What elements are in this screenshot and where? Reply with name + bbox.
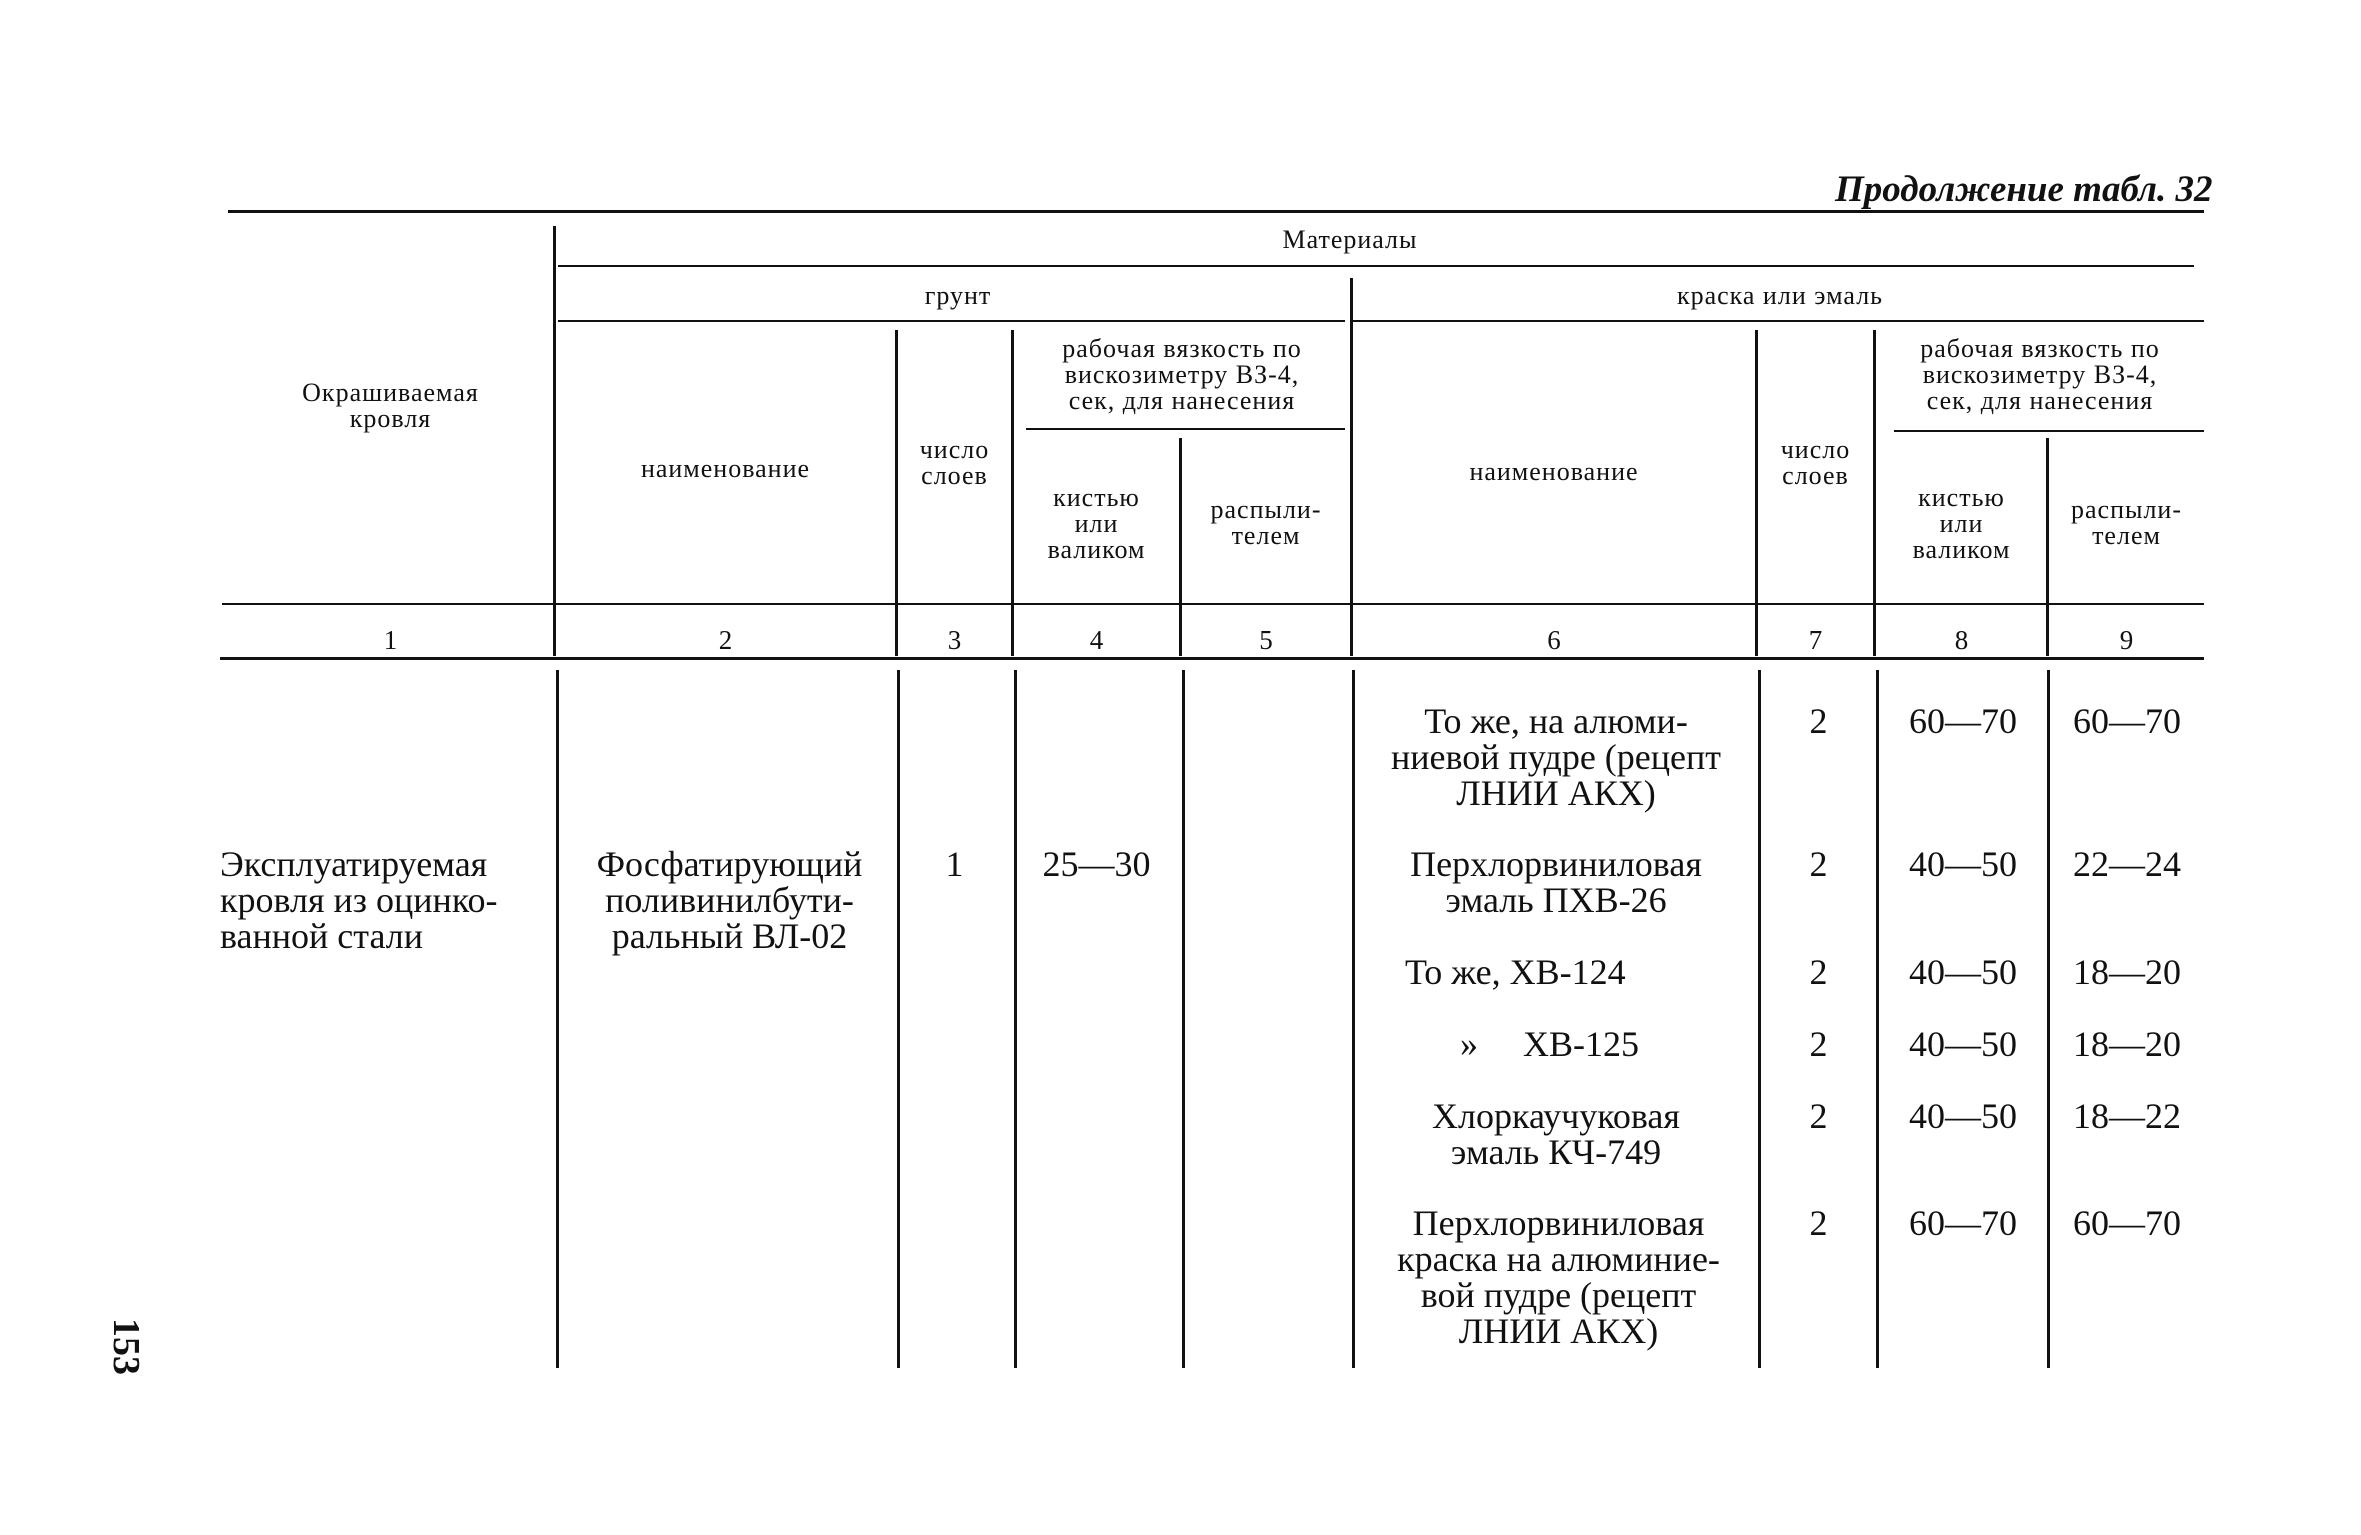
paint-spray-4: 18—20: [2073, 1024, 2181, 1064]
rule-under-viscosity-paint: [1894, 430, 2204, 432]
body-vline-6: [1758, 670, 1761, 1368]
paint-brush-6: 60—70: [1909, 1203, 2017, 1243]
header-primer-viscosity: рабочая вязкость по вискозиметру ВЗ-4, сек, для нанесения: [1062, 334, 1302, 415]
rule-under-materials: [558, 265, 2194, 267]
paint-spray-1: 60—70: [2073, 701, 2181, 741]
col-number-1: 1: [383, 625, 398, 655]
header-paint-brush: кистью или валиком: [1912, 483, 2011, 564]
body-vline-8: [2047, 670, 2050, 1368]
paint-name-5: Хлоркаучуковая эмаль КЧ-749: [1432, 1096, 1680, 1172]
rule-above-numbers: [222, 603, 2204, 605]
primer-brush: 25—30: [1042, 844, 1151, 884]
header-primer-spray: распыли- телем: [1210, 495, 1322, 550]
roof-type: Эксплуатируемая кровля из оцинко- ванной стали: [220, 844, 498, 956]
paint-layers-4: 2: [1809, 1024, 1828, 1064]
paint-brush-3: 40—50: [1909, 952, 2017, 992]
rule-under-paint: [1350, 320, 2204, 322]
paint-layers-3: 2: [1809, 952, 1828, 992]
table-caption: Продолжение табл. 32: [1835, 169, 2213, 210]
paint-name-2: Перхлорвиниловая эмаль ПХВ-26: [1410, 844, 1702, 920]
vline-1: [553, 226, 556, 656]
body-vline-4: [1182, 670, 1185, 1368]
header-materials: Материалы: [1282, 225, 1418, 254]
header-paint-name: наименование: [1469, 457, 1639, 486]
col-number-6: 6: [1547, 625, 1561, 655]
rule-under-viscosity-primer: [1026, 428, 1345, 430]
page-number: 153: [105, 1318, 147, 1375]
paint-spray-3: 18—20: [2073, 952, 2181, 992]
body-vline-2: [897, 670, 900, 1368]
primer-name: Фосфатирующий поливинилбути- ральный ВЛ-02: [596, 844, 863, 956]
body-vline-3: [1014, 670, 1017, 1368]
header-primer-layers: число слоев: [919, 435, 990, 490]
paint-name-4: » ХВ-125: [1460, 1024, 1639, 1064]
paint-brush-5: 40—50: [1909, 1096, 2017, 1136]
vline-2: [895, 330, 898, 656]
header-paint-viscosity: рабочая вязкость по вискозиметру ВЗ-4, сек, для нанесения: [1920, 334, 2160, 415]
paint-spray-2: 22—24: [2073, 844, 2181, 884]
paint-layers-1: 2: [1809, 701, 1828, 741]
col-number-2: 2: [718, 625, 733, 655]
col-number-8: 8: [1954, 625, 1969, 655]
header-primer-name: наименование: [640, 454, 811, 483]
body-vline-1: [556, 670, 559, 1368]
body-vline-5: [1352, 670, 1355, 1368]
col-number-4: 4: [1089, 625, 1104, 655]
paint-layers-2: 2: [1809, 844, 1828, 884]
col-number-9: 9: [2119, 625, 2134, 655]
body-vline-7: [1876, 670, 1879, 1368]
col-number-3: 3: [947, 625, 962, 655]
paint-brush-2: 40—50: [1909, 844, 2017, 884]
header-primer-brush: кистью или валиком: [1047, 483, 1146, 564]
header-paint-spray: распыли- телем: [2070, 495, 2182, 550]
header-roof: Окрашиваемая кровля: [302, 378, 479, 433]
paint-brush-1: 60—70: [1909, 701, 2017, 741]
header-paint-layers: число слоев: [1780, 435, 1851, 490]
paint-brush-4: 40—50: [1909, 1024, 2017, 1064]
paint-name-3: То же, ХВ-124: [1405, 952, 1626, 992]
paint-name-1: То же, на алюми- ниевой пудре (рецепт ЛНИИ АКХ): [1390, 701, 1722, 813]
paint-layers-5: 2: [1809, 1096, 1828, 1136]
header-paint: краска или эмаль: [1676, 281, 1884, 310]
col-number-7: 7: [1808, 625, 1823, 655]
rule-under-primer: [558, 320, 1345, 322]
paint-name-6: Перхлорвиниловая краска на алюминие- вой пудре (рецепт ЛНИИ АКХ): [1397, 1203, 1720, 1351]
header-primer: грунт: [924, 281, 992, 310]
paint-spray-5: 18—22: [2073, 1096, 2181, 1136]
paint-spray-6: 60—70: [2073, 1203, 2181, 1243]
primer-layers: 1: [945, 844, 964, 884]
vline-6: [1755, 330, 1758, 656]
top-rule: [228, 210, 2204, 213]
rule-below-numbers: [220, 657, 2204, 660]
col-number-5: 5: [1259, 625, 1273, 655]
paint-layers-6: 2: [1809, 1203, 1828, 1243]
